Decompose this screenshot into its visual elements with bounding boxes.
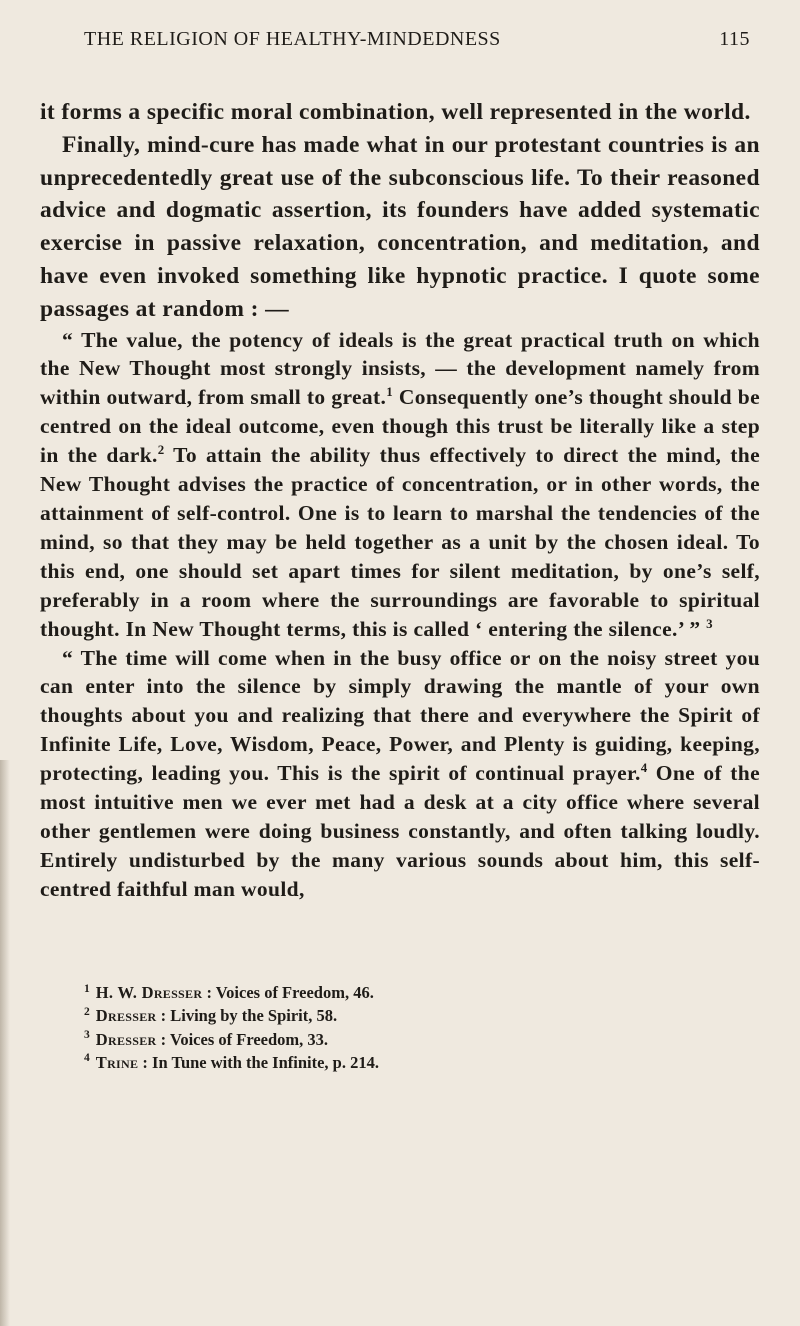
quote-text: “ The time will come when in the busy office or on the noisy street you can enter into the silence by simply drawing the mantle of your own thoughts about you and realizing that there and everywhere the Spirit of Infinite Life, Love, Wisdom, Peace, Power, and Plenty is guiding, keeping, protecting, leading you. This is the spirit of continual prayer. [40, 645, 760, 786]
running-title: THE RELIGION OF HEALTHY-MINDEDNESS [84, 28, 501, 50]
footnote-ref: 2 [157, 443, 165, 458]
footnote-author: Dresser [95, 1006, 157, 1026]
footnote-source: : Living by the Spirit, 58. [156, 1006, 338, 1026]
page-number: 115 [719, 28, 750, 50]
footnote [84, 1004, 724, 1027]
body-text [40, 96, 760, 904]
quote-new-thought [40, 326, 760, 644]
quote-text: To attain the ability thus effectively to direct the mind, the New Thought advises the practice of concentration, or in other words, the attainment of self-control. One is to learn to marshal the tendencies of the mind, so that they may be held together as a unit by the chosen ideal. To this end, one should set apart times for silent meditation, by one’s self, preferably in a room where the surroundings are favorable to spiritual thought. In New Thought terms, this is called ‘ entering the silence.’ ” [40, 443, 760, 641]
footnote [84, 1051, 724, 1074]
footnote-number: 1 [84, 982, 90, 995]
footnote-source: : In Tune with the Infinite, p. 214. [138, 1052, 379, 1072]
paragraph-mind-cure: Finally, mind-cure has made what in our protestant countries is an unprecedentedly great use of the subconscious life. To their reasoned advice and dogmatic assertion, its founders have added systematic exercise in passive relaxation, concentration, and meditation, and have even invoked something like hypnotic practice. I quote some passages at random : — [40, 131, 760, 322]
footnote-author: H. W. Dresser [95, 983, 203, 1002]
footnote-number: 4 [84, 1052, 90, 1065]
footnote-author: Trine [95, 1052, 139, 1072]
footnote-ref: 1 [386, 385, 394, 400]
footnote-ref: 3 [706, 616, 713, 631]
footnotes [84, 981, 724, 1074]
footnote [84, 1028, 724, 1051]
footnote-author: Dresser [95, 1029, 157, 1049]
footnote-number: 2 [84, 1005, 90, 1018]
quote-text: One of the most intuitive men we ever met had a desk at a city office where several other gentlemen were doing business constantly, and often talking loudly. Entirely undisturbed by the many various sounds about him, this self-centred faithful man would, [40, 761, 760, 901]
quote-text: Consequently one’s thought should be centred on the ideal outcome, even though this trust be literally like a step in the dark. [40, 385, 760, 468]
footnote-number: 3 [84, 1029, 90, 1042]
footnote [84, 981, 724, 1004]
footnote-source: : Voices of Freedom, 33. [156, 1029, 329, 1049]
footnote-source: : Voices of Freedom, 46. [202, 983, 374, 1002]
quote-text: “ The value, the potency of ideals is the great practical truth on which the New Thought most strongly insists, — the development namely from within outward, from small to great. [40, 327, 760, 410]
page-gutter-shadow [0, 760, 10, 1326]
quote-silence [40, 644, 760, 904]
running-header [60, 20, 750, 60]
paragraph-continuation: it forms a specific moral combination, well represented in the world. [40, 99, 751, 125]
footnote-ref: 4 [640, 761, 648, 776]
